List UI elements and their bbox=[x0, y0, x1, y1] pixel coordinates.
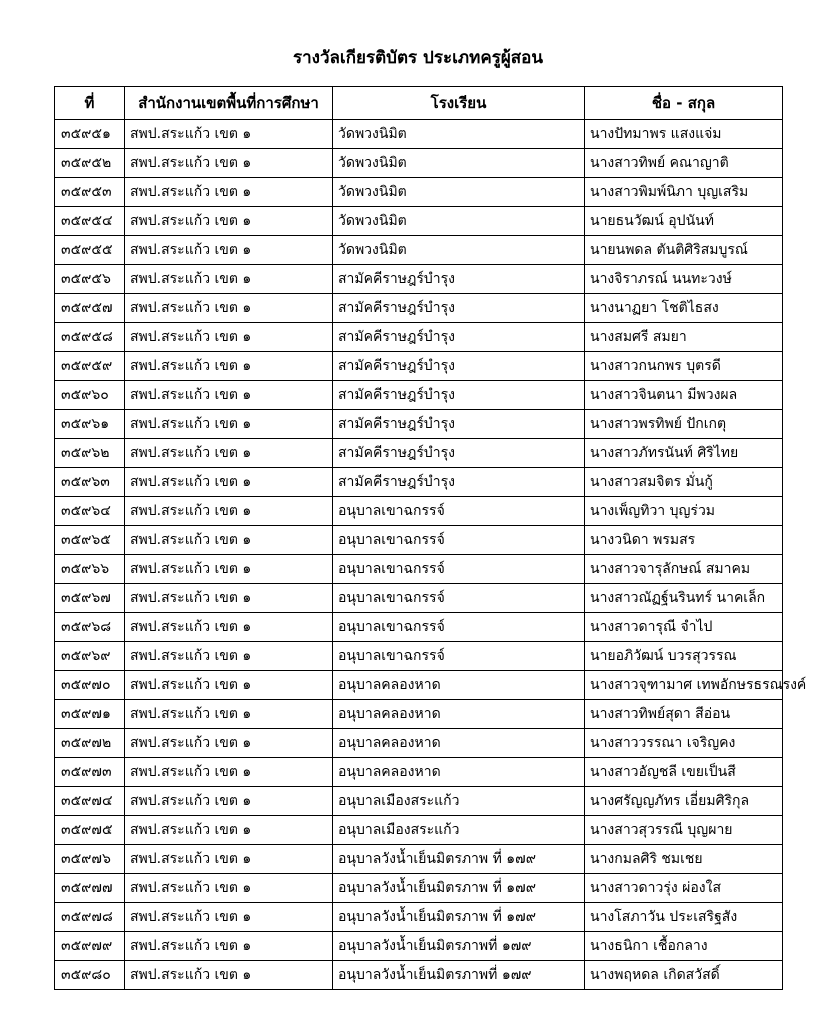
header-row bbox=[55, 87, 783, 120]
cell-no: ๓๕๙๕๔ bbox=[55, 207, 125, 236]
table-row bbox=[55, 265, 783, 294]
cell-office: สพป.สระแก้ว เขต ๑ bbox=[125, 381, 333, 410]
cell-office: สพป.สระแก้ว เขต ๑ bbox=[125, 497, 333, 526]
cell-no: ๓๕๙๕๕ bbox=[55, 236, 125, 265]
award-table bbox=[54, 86, 807, 990]
cell-school: วัดพวงนิมิต bbox=[333, 236, 585, 265]
cell-no: ๓๕๙๖๔ bbox=[55, 497, 125, 526]
table-row bbox=[55, 613, 783, 642]
cell-office: สพป.สระแก้ว เขต ๑ bbox=[125, 120, 333, 149]
cell-school: อนุบาลเขาฉกรรจ์ bbox=[333, 555, 585, 584]
cell-office: สพป.สระแก้ว เขต ๑ bbox=[125, 352, 333, 381]
table-row bbox=[55, 468, 783, 497]
cell-school: สามัคคีราษฎร์บำรุง bbox=[333, 294, 585, 323]
cell-school: สามัคคีราษฎร์บำรุง bbox=[333, 410, 585, 439]
cell-office: สพป.สระแก้ว เขต ๑ bbox=[125, 613, 333, 642]
table-row bbox=[55, 381, 783, 410]
table-row bbox=[55, 961, 783, 990]
cell-name: นางธนิกา เชื้อกลาง bbox=[585, 932, 783, 961]
table-row bbox=[55, 497, 783, 526]
table-row bbox=[55, 903, 783, 932]
cell-school: อนุบาลคลองหาด bbox=[333, 671, 585, 700]
cell-no: ๓๕๙๖๓ bbox=[55, 468, 125, 497]
cell-school: วัดพวงนิมิต bbox=[333, 120, 585, 149]
cell-office: สพป.สระแก้ว เขต ๑ bbox=[125, 903, 333, 932]
cell-no: ๓๕๙๖๑ bbox=[55, 410, 125, 439]
cell-school: อนุบาลวังน้ำเย็นมิตรภาพ ที่ ๑๗๙ bbox=[333, 903, 585, 932]
cell-school: สามัคคีราษฎร์บำรุง bbox=[333, 468, 585, 497]
table-row bbox=[55, 555, 783, 584]
cell-name: นางสาวสุวรรณี บุญผาย bbox=[585, 816, 783, 845]
table-row bbox=[55, 236, 783, 265]
cell-name: นางสาวทิพย์สุดา สีอ่อน bbox=[585, 700, 783, 729]
table-body bbox=[55, 120, 807, 990]
cell-name: นางสาวจินตนา มีพวงผล bbox=[585, 381, 783, 410]
cell-name: นางพฤหดล เกิดสวัสดิ์ bbox=[585, 961, 783, 990]
table-row bbox=[55, 120, 783, 149]
cell-office: สพป.สระแก้ว เขต ๑ bbox=[125, 410, 333, 439]
table-row bbox=[55, 700, 783, 729]
cell-office: สพป.สระแก้ว เขต ๑ bbox=[125, 816, 333, 845]
cell-name: นางนาฏยา โชติไธสง bbox=[585, 294, 783, 323]
table-row bbox=[55, 352, 783, 381]
cell-name: นายธนวัฒน์ อุปนันท์ bbox=[585, 207, 783, 236]
cell-school: วัดพวงนิมิต bbox=[333, 149, 585, 178]
cell-school: อนุบาลคลองหาด bbox=[333, 700, 585, 729]
cell-no: ๓๕๙๖๒ bbox=[55, 439, 125, 468]
cell-school: สามัคคีราษฎร์บำรุง bbox=[333, 265, 585, 294]
cell-school: วัดพวงนิมิต bbox=[333, 207, 585, 236]
cell-office: สพป.สระแก้ว เขต ๑ bbox=[125, 555, 333, 584]
cell-name: นางสาวทิพย์ คณาญาติ bbox=[585, 149, 783, 178]
cell-no: ๓๕๙๕๖ bbox=[55, 265, 125, 294]
cell-name: นายอภิวัฒน์ บวรสุวรรณ bbox=[585, 642, 783, 671]
cell-no: ๓๕๙๖๐ bbox=[55, 381, 125, 410]
header-school: โรงเรียน bbox=[333, 87, 585, 120]
cell-name: นางสาวดารุณี จำไป bbox=[585, 613, 783, 642]
cell-name: นางกมลศิริ ชมเชย bbox=[585, 845, 783, 874]
cell-no: ๓๕๙๖๘ bbox=[55, 613, 125, 642]
cell-no: ๓๕๙๖๕ bbox=[55, 526, 125, 555]
cell-no: ๓๕๙๘๐ bbox=[55, 961, 125, 990]
cell-school: อนุบาลเขาฉกรรจ์ bbox=[333, 584, 585, 613]
cell-name: นางศรัญญภัทร เอี่ยมศิริกุล bbox=[585, 787, 783, 816]
table-row bbox=[55, 816, 783, 845]
cell-school: อนุบาลคลองหาด bbox=[333, 758, 585, 787]
cell-no: ๓๕๙๖๙ bbox=[55, 642, 125, 671]
cell-office: สพป.สระแก้ว เขต ๑ bbox=[125, 729, 333, 758]
header-name: ชื่อ - สกุล bbox=[585, 87, 783, 120]
cell-office: สพป.สระแก้ว เขต ๑ bbox=[125, 787, 333, 816]
cell-name: นางสาวพรทิพย์ ปักเกตุ bbox=[585, 410, 783, 439]
cell-no: ๓๕๙๕๑ bbox=[55, 120, 125, 149]
cell-office: สพป.สระแก้ว เขต ๑ bbox=[125, 642, 333, 671]
cell-name: นางสาวสมจิตร มั่นกู้ bbox=[585, 468, 783, 497]
cell-name: นางสาวภัทรนันท์ ศิริไทย bbox=[585, 439, 783, 468]
table-row bbox=[55, 294, 783, 323]
cell-office: สพป.สระแก้ว เขต ๑ bbox=[125, 671, 333, 700]
table-row bbox=[55, 207, 783, 236]
cell-no: ๓๕๙๖๖ bbox=[55, 555, 125, 584]
cell-school: อนุบาลเขาฉกรรจ์ bbox=[333, 526, 585, 555]
cell-no: ๓๕๙๗๘ bbox=[55, 903, 125, 932]
cell-name: นางเพ็ญทิวา บุญร่วม bbox=[585, 497, 783, 526]
table-row bbox=[55, 410, 783, 439]
cell-office: สพป.สระแก้ว เขต ๑ bbox=[125, 149, 333, 178]
cell-name: นางวนิดา พรมสร bbox=[585, 526, 783, 555]
cell-name: นางโสภาวัน ประเสริฐสัง bbox=[585, 903, 783, 932]
cell-school: อนุบาลคลองหาด bbox=[333, 729, 585, 758]
document-title: รางวัลเกียรติบัตร ประเภทครูผู้สอน bbox=[292, 48, 543, 68]
table-row bbox=[55, 323, 783, 352]
cell-school: สามัคคีราษฎร์บำรุง bbox=[333, 352, 585, 381]
cell-school: วัดพวงนิมิต bbox=[333, 178, 585, 207]
cell-office: สพป.สระแก้ว เขต ๑ bbox=[125, 874, 333, 903]
cell-office: สพป.สระแก้ว เขต ๑ bbox=[125, 932, 333, 961]
cell-no: ๓๕๙๗๒ bbox=[55, 729, 125, 758]
cell-school: สามัคคีราษฎร์บำรุง bbox=[333, 323, 585, 352]
cell-office: สพป.สระแก้ว เขต ๑ bbox=[125, 178, 333, 207]
cell-school: สามัคคีราษฎร์บำรุง bbox=[333, 439, 585, 468]
cell-name: นางสมศรี สมยา bbox=[585, 323, 783, 352]
cell-no: ๓๕๙๗๖ bbox=[55, 845, 125, 874]
cell-school: อนุบาลวังน้ำเย็นมิตรภาพที่ ๑๗๙ bbox=[333, 932, 585, 961]
cell-no: ๓๕๙๕๘ bbox=[55, 323, 125, 352]
cell-name: นางสาวกนกพร บุตรดี bbox=[585, 352, 783, 381]
table-row bbox=[55, 149, 783, 178]
cell-office: สพป.สระแก้ว เขต ๑ bbox=[125, 700, 333, 729]
cell-name: นางจิราภรณ์ นนทะวงษ์ bbox=[585, 265, 783, 294]
cell-office: สพป.สระแก้ว เขต ๑ bbox=[125, 236, 333, 265]
table-row bbox=[55, 874, 783, 903]
header-no: ที่ bbox=[55, 87, 125, 120]
cell-office: สพป.สระแก้ว เขต ๑ bbox=[125, 265, 333, 294]
cell-name: นางสาวจารุลักษณ์ สมาคม bbox=[585, 555, 783, 584]
table-row bbox=[55, 845, 783, 874]
cell-name: นางสาวพิมพ์นิภา บุญเสริม bbox=[585, 178, 783, 207]
cell-office: สพป.สระแก้ว เขต ๑ bbox=[125, 584, 333, 613]
cell-no: ๓๕๙๗๐ bbox=[55, 671, 125, 700]
cell-no: ๓๕๙๕๒ bbox=[55, 149, 125, 178]
table-row bbox=[55, 932, 783, 961]
cell-school: อนุบาลวังน้ำเย็นมิตรภาพ ที่ ๑๗๙ bbox=[333, 874, 585, 903]
table-row bbox=[55, 787, 783, 816]
table-row bbox=[55, 642, 783, 671]
cell-office: สพป.สระแก้ว เขต ๑ bbox=[125, 468, 333, 497]
cell-no: ๓๕๙๗๙ bbox=[55, 932, 125, 961]
cell-school: สามัคคีราษฎร์บำรุง bbox=[333, 381, 585, 410]
table-row bbox=[55, 584, 783, 613]
cell-no: ๓๕๙๗๑ bbox=[55, 700, 125, 729]
cell-no: ๓๕๙๕๗ bbox=[55, 294, 125, 323]
table-row bbox=[55, 439, 783, 468]
cell-school: อนุบาลเมืองสระแก้ว bbox=[333, 816, 585, 845]
cell-name: นายนพดล ตันติศิริสมบูรณ์ bbox=[585, 236, 783, 265]
cell-no: ๓๕๙๕๙ bbox=[55, 352, 125, 381]
cell-name: นางสาวดาวรุ่ง ผ่องใส bbox=[585, 874, 783, 903]
cell-school: อนุบาลวังน้ำเย็นมิตรภาพ ที่ ๑๗๙ bbox=[333, 845, 585, 874]
header-office: สำนักงานเขตพื้นที่การศึกษา bbox=[125, 87, 333, 120]
table-row bbox=[55, 178, 783, 207]
table-row bbox=[55, 526, 783, 555]
cell-name: นางสาววรรณา เจริญคง bbox=[585, 729, 783, 758]
cell-school: อนุบาลเขาฉกรรจ์ bbox=[333, 613, 585, 642]
cell-name: นางสาวณัฏฐ์นรินทร์ นาคเล็ก bbox=[585, 584, 783, 613]
table-row bbox=[55, 671, 783, 700]
cell-office: สพป.สระแก้ว เขต ๑ bbox=[125, 439, 333, 468]
cell-no: ๓๕๙๗๔ bbox=[55, 787, 125, 816]
cell-office: สพป.สระแก้ว เขต ๑ bbox=[125, 323, 333, 352]
cell-no: ๓๕๙๖๗ bbox=[55, 584, 125, 613]
cell-office: สพป.สระแก้ว เขต ๑ bbox=[125, 526, 333, 555]
table-row bbox=[55, 729, 783, 758]
cell-office: สพป.สระแก้ว เขต ๑ bbox=[125, 758, 333, 787]
cell-office: สพป.สระแก้ว เขต ๑ bbox=[125, 961, 333, 990]
cell-name: นางสาวอัญชลี เขยเป็นสี bbox=[585, 758, 783, 787]
cell-school: อนุบาลเขาฉกรรจ์ bbox=[333, 497, 585, 526]
cell-name: นางปัทมาพร แสงแจ่ม bbox=[585, 120, 783, 149]
cell-no: ๓๕๙๗๗ bbox=[55, 874, 125, 903]
table-row bbox=[55, 758, 783, 787]
cell-school: อนุบาลเขาฉกรรจ์ bbox=[333, 642, 585, 671]
cell-school: อนุบาลวังน้ำเย็นมิตรภาพที่ ๑๗๙ bbox=[333, 961, 585, 990]
cell-office: สพป.สระแก้ว เขต ๑ bbox=[125, 845, 333, 874]
cell-no: ๓๕๙๗๕ bbox=[55, 816, 125, 845]
cell-name: นางสาวจุฑามาศ เทพอักษรธรณรงค์ bbox=[585, 671, 783, 700]
cell-office: สพป.สระแก้ว เขต ๑ bbox=[125, 207, 333, 236]
cell-school: อนุบาลเมืองสระแก้ว bbox=[333, 787, 585, 816]
cell-no: ๓๕๙๕๓ bbox=[55, 178, 125, 207]
cell-office: สพป.สระแก้ว เขต ๑ bbox=[125, 294, 333, 323]
cell-no: ๓๕๙๗๓ bbox=[55, 758, 125, 787]
